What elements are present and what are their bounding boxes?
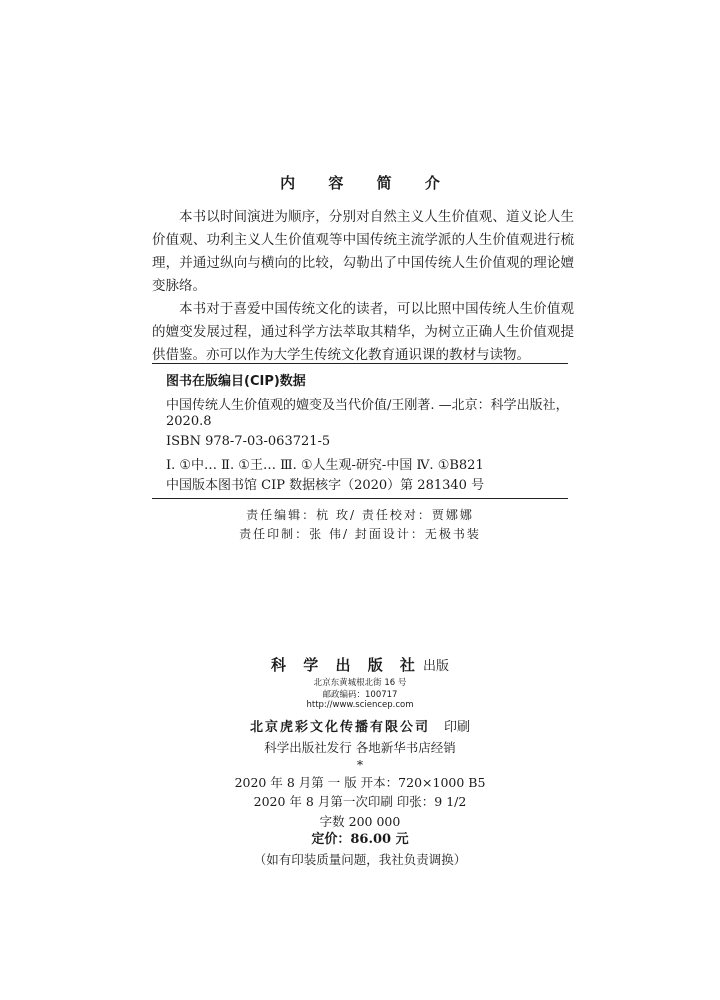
cip-line: 中国传统人生价值观的嬗变及当代价值/王刚著. —北京：科学出版社，	[166, 398, 569, 413]
cip-data-box	[152, 363, 568, 499]
distribution-line: 科学出版社发行 各地新华书店经销	[264, 740, 456, 755]
price-line	[0, 828, 720, 847]
publisher-name: 科 学 出 版 社	[271, 656, 421, 674]
publisher-postcode: 邮政编码：100717	[322, 690, 398, 700]
price-label: 定价：	[311, 832, 351, 847]
printer-suffix: 印刷	[444, 720, 471, 735]
summary-body	[152, 206, 574, 367]
cip-line: Ⅰ. ①中… Ⅱ. ①王… Ⅲ. ①人生观-研究-中国 Ⅳ. ①B821	[166, 458, 484, 473]
summary-paragraph: 本书以时间演进为顺序，分别对自然主义人生价值观、道义论人生价值观、功利主义人生价值观等中国传统主流学派的人生价值观进行梳理，并通过纵向与横向的比较，勾勒出了中国传统人生价值观的理论嬗变脉络。	[152, 209, 574, 294]
cip-line: ISBN 978-7-03-063721-5	[166, 434, 331, 449]
separator-asterisk: *	[356, 757, 364, 772]
cip-line: 2020.8	[166, 414, 212, 429]
publisher-website: http://www.sciencep.com	[306, 700, 414, 710]
printing-line: 2020 年 8 月第一次印刷 印张：9 1/2	[253, 794, 467, 809]
publisher-address: 北京东黄城根北街 16 号	[313, 678, 407, 688]
edition-line: 2020 年 8 月第 一 版 开本：720×1000 B5	[234, 775, 486, 790]
word-count: 字数 200 000	[319, 814, 401, 829]
quality-notice: （如有印装质量问题，我社负责调换）	[253, 852, 467, 867]
cip-line: 中国版本图书馆 CIP 数据核字（2020）第 281340 号	[166, 478, 485, 493]
publisher-line	[0, 654, 720, 675]
price-value: 86.00 元	[350, 832, 409, 847]
summary-paragraph: 本书对于喜爱中国传统文化的读者，可以比照中国传统人生价值观的嬗变发展过程，通过科学方法萃取其精华，为树立正确人生价值观提供借鉴。亦可以作为大学生传统文化教育通识课的教材与读物。	[152, 301, 574, 363]
cip-heading: 图书在版编目(CIP)数据	[166, 374, 306, 389]
printer-line	[0, 716, 720, 735]
publisher-suffix: 出版	[422, 659, 449, 674]
printer-name: 北京虎彩文化传播有限公司	[249, 720, 430, 735]
summary-title: 内 容 简 介	[280, 174, 454, 192]
credits-editor-line: 责任编辑：杭 玫/ 责任校对：贾娜娜	[246, 508, 474, 522]
credits-print-line: 责任印制：张 伟/ 封面设计：无极书装	[239, 527, 481, 541]
